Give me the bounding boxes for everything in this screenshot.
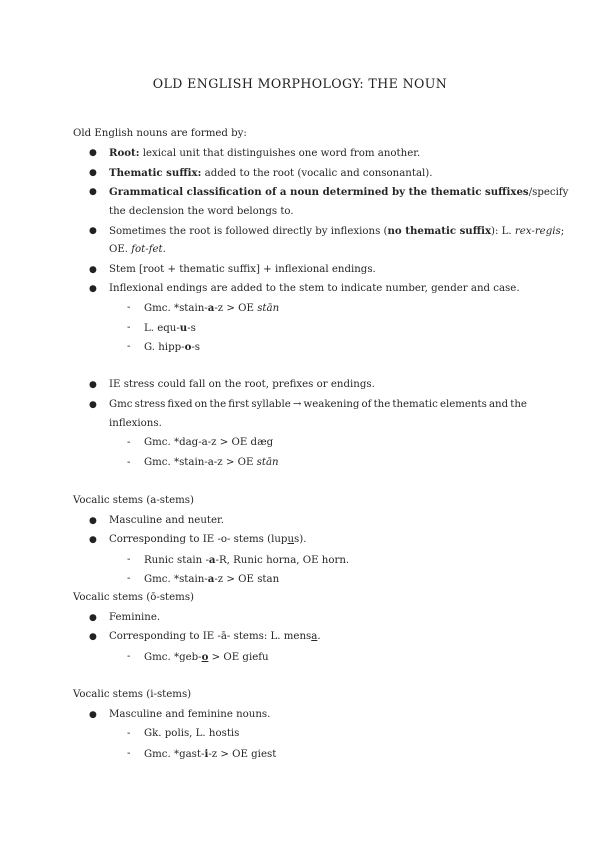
section-heading-i-stems: Vocalic stems (i-stems) [73, 689, 192, 700]
word: thematic [392, 399, 438, 410]
dash-icon: - [127, 302, 131, 313]
word: fixed [167, 399, 193, 410]
list-item-root: Root: lexical unit that distinguishes one word from another. [109, 147, 421, 159]
dash-icon: - [127, 748, 131, 759]
dash-icon: - [127, 651, 131, 662]
example-item: Gmc. *stain-a-z > OE stan [144, 573, 280, 585]
word: weakening [303, 399, 360, 410]
list-item-thematic: Thematic suffix: added to the root (vocalic and consonantal). [109, 167, 433, 179]
list-item: Masculine and feminine nouns. [109, 709, 271, 720]
example-item: Runic stain -a-R, Runic horna, OE horn. [144, 554, 350, 566]
bullet-icon: ● [89, 632, 97, 642]
bullet-icon: ● [89, 535, 97, 545]
list-item-sometimes: Sometimes the root is followed directly by inflexions (no thematic suffix): L. rex-regis; [109, 225, 565, 237]
bullet-icon: ● [89, 516, 97, 526]
dash-icon: - [127, 341, 131, 352]
list-item-gmc-stress-cont: inflexions. [109, 418, 162, 429]
list-item-sometimes-cont: OE. fot-fet. [109, 244, 166, 255]
example-item: Gmc. *stain-a-z > OE stān [144, 302, 280, 314]
section-heading-a-stems: Vocalic stems (a-stems) [73, 495, 194, 506]
dash-icon: - [127, 573, 131, 584]
word: and [488, 399, 509, 410]
word: the [510, 399, 527, 410]
dash-icon: - [127, 437, 131, 448]
list-item-ie-stress: IE stress could fall on the root, prefixes or endings. [109, 379, 375, 390]
dash-icon: - [127, 457, 131, 468]
word: the [209, 399, 227, 410]
example-item: Gmc. *geb-o > OE giefu [144, 651, 269, 663]
intro-text: Old English nouns are formed by: [73, 128, 247, 139]
bullet-icon: ● [89, 284, 97, 294]
word: first [228, 399, 250, 410]
list-item: Feminine. [109, 612, 161, 623]
word: the [373, 399, 391, 410]
example-item: Gk. polis, L. hostis [144, 728, 240, 739]
bullet-icon: ● [89, 168, 97, 178]
bullet-icon: ● [89, 380, 97, 390]
example-item: L. equ-u-s [144, 322, 196, 334]
list-item: Corresponding to IE -o- stems (lupus). [109, 534, 307, 545]
example-item: G. hipp-o-s [144, 341, 201, 353]
example-item: Gmc. *gast-i-z > OE giest [144, 748, 277, 760]
list-item-grammatical-cont: the declension the word belongs to. [109, 206, 294, 217]
bullet-icon: ● [89, 265, 97, 275]
list-item-inflexional: Inflexional endings are added to the stem to indicate number, gender and case. [109, 283, 520, 294]
example-item: Gmc. *dag-a-z > OE dæg [144, 437, 274, 448]
example-item: Gmc. *stain-a-z > OE stān [144, 457, 279, 468]
bullet-icon: ● [89, 710, 97, 720]
section-heading-o-stems: Vocalic stems (ō-stems) [73, 592, 195, 603]
bullet-icon: ● [89, 400, 97, 410]
list-item-stem: Stem [root + thematic suffix] + inflexional endings. [109, 264, 376, 275]
word: on [194, 399, 208, 410]
dash-icon: - [127, 322, 131, 333]
word: → [292, 399, 302, 410]
list-item-grammatical: Grammatical classification of a noun determined by the thematic suffixes/specify [109, 186, 569, 198]
list-item: Corresponding to IE -ā- stems: L. mensa. [109, 631, 321, 642]
dash-icon: - [127, 728, 131, 739]
bullet-icon: ● [89, 226, 97, 236]
bullet-icon: ● [89, 613, 97, 623]
word: syllable [251, 399, 291, 410]
list-item-gmc-stress [109, 398, 527, 412]
word: Gmc [109, 399, 133, 410]
list-item: Masculine and neuter. [109, 515, 225, 526]
bullet-icon: ● [89, 187, 97, 197]
page-title: OLD ENGLISH MORPHOLOGY: THE NOUN [152, 76, 448, 91]
word: elements [439, 399, 487, 410]
dash-icon: - [127, 554, 131, 565]
bullet-icon: ● [89, 148, 97, 158]
word: stress [134, 399, 166, 410]
word: of [361, 399, 372, 410]
